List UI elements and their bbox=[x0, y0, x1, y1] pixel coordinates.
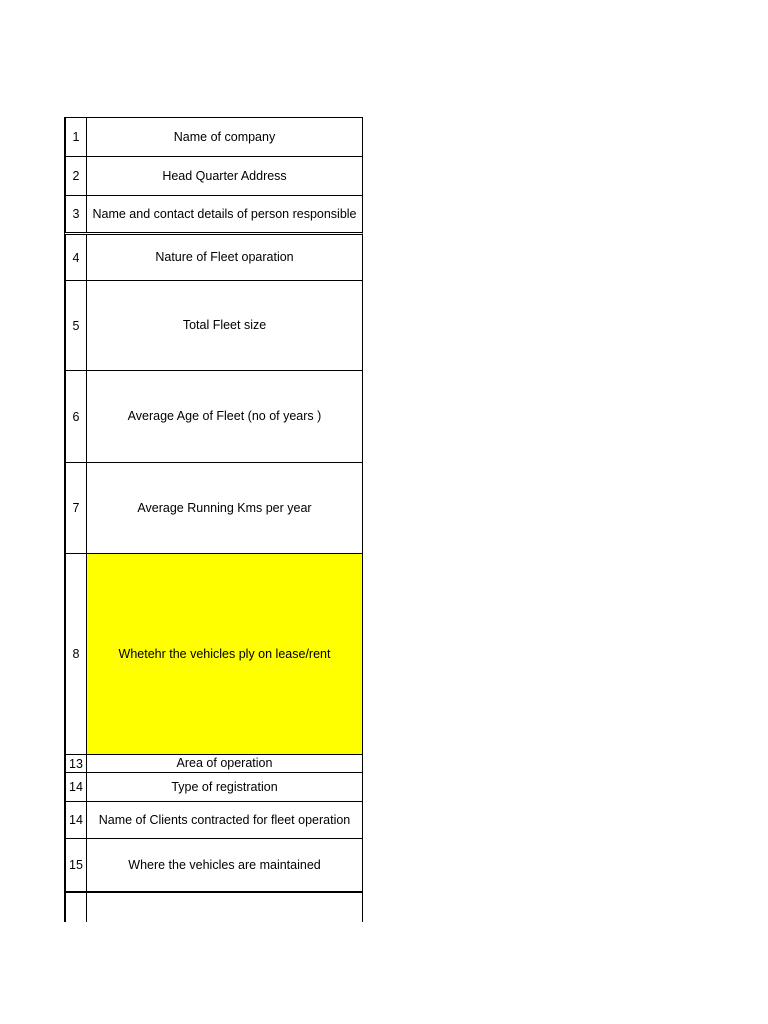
row-label-empty bbox=[87, 893, 362, 922]
row-number: 15 bbox=[66, 839, 87, 891]
table-row bbox=[64, 754, 363, 772]
row-number: 4 bbox=[66, 235, 87, 280]
row-number: 6 bbox=[66, 371, 87, 462]
row-label: Average Age of Fleet (no of years ) bbox=[127, 409, 322, 423]
table-row bbox=[64, 838, 363, 893]
table-row-empty bbox=[64, 893, 363, 922]
row-label: Nature of Fleet oparation bbox=[155, 250, 294, 264]
row-label: Name of Clients contracted for fleet operation bbox=[98, 812, 351, 827]
row-number: 1 bbox=[66, 118, 87, 156]
table-row bbox=[64, 117, 363, 156]
row-number: 13 bbox=[66, 755, 87, 772]
table-row bbox=[64, 280, 363, 370]
row-label: Head Quarter Address bbox=[162, 168, 287, 183]
row-label: Name of company bbox=[173, 129, 276, 144]
table-row bbox=[64, 801, 363, 838]
table-row bbox=[64, 370, 363, 462]
questionnaire-table bbox=[64, 117, 363, 922]
table-row bbox=[64, 232, 363, 280]
table-row bbox=[64, 462, 363, 553]
row-number-empty bbox=[66, 893, 87, 922]
table-row bbox=[64, 553, 363, 754]
row-label-highlighted: Whetehr the vehicles ply on lease/rent bbox=[87, 554, 362, 754]
row-number: 7 bbox=[66, 463, 87, 553]
row-number: 14 bbox=[66, 773, 87, 801]
row-label: Name and contact details of person responsible bbox=[92, 206, 357, 221]
row-label: Total Fleet size bbox=[182, 318, 267, 332]
row-number: 5 bbox=[66, 281, 87, 370]
row-number: 8 bbox=[66, 554, 87, 754]
row-number: 14 bbox=[66, 802, 87, 838]
row-number: 3 bbox=[66, 196, 87, 232]
table-row bbox=[64, 156, 363, 195]
table-row bbox=[64, 195, 363, 232]
row-label: Where the vehicles are maintained bbox=[128, 857, 321, 872]
row-label: Type of registration bbox=[171, 779, 278, 794]
row-label: Area of operation bbox=[176, 756, 273, 770]
row-number: 2 bbox=[66, 157, 87, 195]
table-row bbox=[64, 772, 363, 801]
row-label: Average Running Kms per year bbox=[137, 500, 312, 515]
